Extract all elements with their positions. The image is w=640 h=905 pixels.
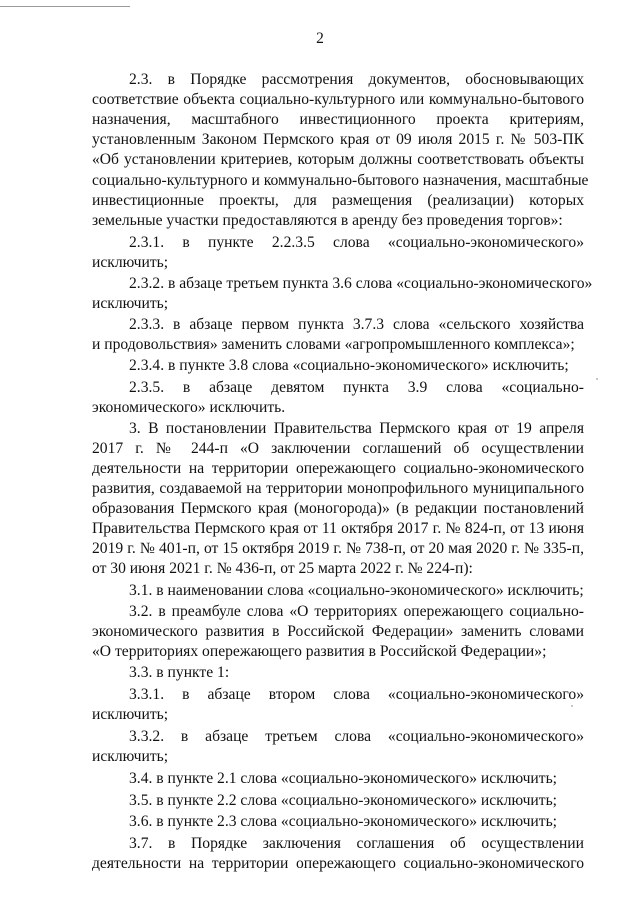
text-line: исключить; — [92, 253, 169, 271]
text-line: исключить; — [92, 748, 169, 766]
text-line: 3.1. в наименовании слова «социально-экономического» исключить; — [129, 581, 584, 599]
text-line: 3.6. в пункте 2.3 слова «социально-экономического» исключить; — [129, 812, 558, 830]
scan-edge-line — [0, 6, 130, 7]
page-number: 2 — [316, 30, 324, 47]
text-line: инвестиционные проекты, для размещения (реализации) которых — [92, 191, 584, 209]
text-line: деятельности на территории опережающего социально-экономического — [92, 854, 584, 872]
text-line: назначения, масштабного инвестиционного проекта критериям, — [92, 111, 584, 129]
text-line: 3.4. в пункте 2.1 слова «социально-экономического» исключить; — [129, 770, 558, 788]
text-line: экономического» исключить. — [92, 398, 286, 416]
text-line: 3.7. в Порядке заключения соглашения об осуществлении — [129, 834, 584, 852]
text-line: 2.3.2. в абзаце третьем пункта 3.6 слова «социально-экономического» — [129, 275, 593, 292]
text-line: 2019 г. № 401-п, от 15 октября 2019 г. № 738-п, от 20 мая 2020 г. № 335-п, — [92, 540, 584, 558]
text-line: 2.3.4. в пункте 3.8 слова «социально-экономического» исключить; — [129, 357, 569, 375]
text-line: 3.3.1. в абзаце втором слова «социально-экономического» — [129, 686, 584, 703]
scan-speck — [596, 378, 598, 380]
text-line: 3. В постановлении Правительства Пермского края от 19 апреля — [129, 419, 584, 437]
text-line: 2017 г. № 244-п «О заключении соглашений об осуществлении — [92, 439, 584, 457]
text-line: 2.3.3. в абзаце первом пункта 3.7.3 слова «сельского хозяйства — [129, 316, 584, 334]
text-line: исключить; — [92, 706, 169, 724]
text-line: «О территориях опережающего развития в Российской Федерации»; — [92, 642, 547, 660]
text-line: исключить; — [92, 295, 169, 313]
text-line: экономического развития в Российской Федерации» заменить словами — [92, 622, 584, 640]
text-line: 2.3. в Порядке рассмотрения документов, обосновывающих — [129, 71, 584, 88]
text-line: деятельности на территории опережающего социально-экономического — [92, 459, 584, 477]
text-line: 3.3.2. в абзаце третьем слова «социально-экономического» — [129, 728, 584, 746]
text-line: 3.2. в преамбуле слова «О территориях опережающего социально- — [129, 602, 584, 620]
text-line: Правительства Пермского края от 11 октября 2017 г. № 824-п, от 13 июня — [92, 520, 584, 538]
text-line: земельные участки предоставляются в аренду без проведения торгов»: — [92, 211, 563, 229]
text-line: 2.3.5. в абзаце девятом пункта 3.9 слова «социально- — [129, 378, 584, 396]
text-line: 2.3.1. в пункте 2.2.3.5 слова «социально-экономического» — [129, 233, 584, 251]
text-line: «Об установлении критериев, которым должны соответствовать объекты — [92, 151, 584, 169]
text-line: соответствие объекта социально-культурного или коммунально-бытового — [92, 91, 584, 109]
text-line: установленным Законом Пермского края от 09 июля 2015 г. № 503-ПК — [92, 131, 584, 149]
scan-speck — [571, 705, 573, 707]
text-line: 3.3. в пункте 1: — [129, 663, 230, 681]
text-line: образования Пермского края (моногорода)» (в редакции постановлений — [92, 500, 584, 518]
text-line: 3.5. в пункте 2.2 слова «социально-экономического» исключить; — [129, 791, 558, 809]
text-line: социально-культурного и коммунально-бытового назначения, масштабные — [92, 171, 589, 189]
text-line: развития, создаваемой на территории монопрофильного муниципального — [92, 480, 584, 497]
text-line: и продовольствия» заменить словами «агропромышленного комплекса»; — [92, 336, 575, 354]
text-line: от 30 июня 2021 г. № 436-п, от 25 марта 2022 г. № 224-п): — [92, 560, 473, 578]
